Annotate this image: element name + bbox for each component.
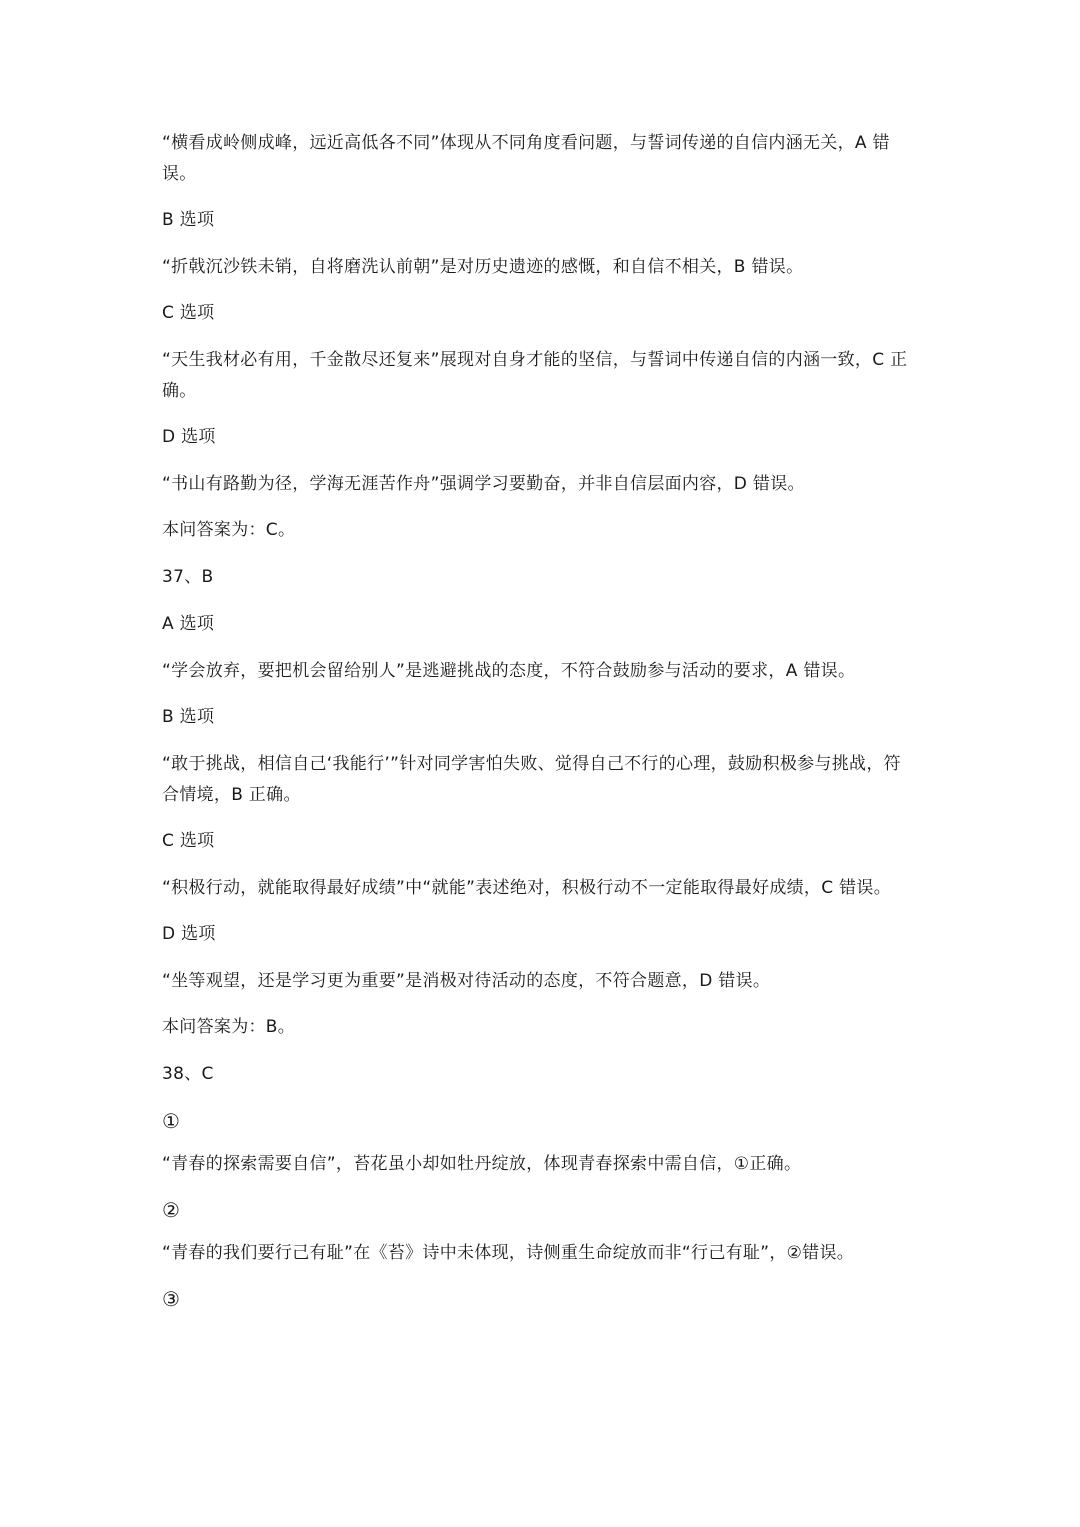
paragraph-answer-37-option-d-analysis: “坐等观望，还是学习更为重要”是消极对待活动的态度，不符合题意，D 错误。: [162, 971, 771, 991]
paragraph-answer-36-option-c-analysis: “天生我材必有用，千金散尽还复来”展现对自身才能的坚信，与誓词中传递自信的内涵一致，C 正确。: [162, 350, 908, 401]
document-page: [162, 128, 918, 1327]
paragraph-answer-37-option-b-analysis: “敢于挑战，相信自己‘我能行’”针对同学害怕失败、觉得自己不行的心理，鼓励积极参与挑战，符合情境，B 正确。: [162, 754, 901, 805]
item-marker-3: ③: [162, 1287, 181, 1311]
paragraph-answer-37-option-a-analysis: “学会放弃，要把机会留给别人”是逃避挑战的态度，不符合鼓励参与活动的要求，A 错误。: [162, 661, 856, 681]
paragraph-answer-36-option-a-analysis: “横看成岭侧成峰，远近高低各不同”体现从不同角度看问题，与誓词传递的自信内涵无关，A 错误。: [162, 133, 890, 184]
question-number-37: 37、B: [162, 567, 214, 587]
option-label-b: B 选项: [162, 210, 215, 230]
item-marker-1: ①: [162, 1109, 181, 1133]
option-label-d: D 选项: [162, 924, 216, 944]
paragraph-answer-36-option-b-analysis: “折戟沉沙铁未销，自将磨洗认前朝”是对历史遗迹的感慨，和自信不相关，B 错误。: [162, 257, 804, 277]
answer-summary-36: 本问答案为：C。: [162, 520, 296, 540]
option-label-b: B 选项: [162, 707, 215, 727]
option-label-c: C 选项: [162, 303, 215, 323]
option-label-d: D 选项: [162, 427, 216, 447]
answer-summary-37: 本问答案为：B。: [162, 1017, 296, 1037]
paragraph-answer-38-item-1-analysis: “青春的探索需要自信”，苔花虽小却如牡丹绽放，体现青春探索中需自信，①正确。: [162, 1154, 802, 1174]
option-label-c: C 选项: [162, 831, 215, 851]
item-marker-2: ②: [162, 1198, 181, 1222]
option-label-a: A 选项: [162, 614, 215, 634]
question-number-38: 38、C: [162, 1064, 214, 1084]
paragraph-answer-37-option-c-analysis: “积极行动，就能取得最好成绩”中“就能”表述绝对，积极行动不一定能取得最好成绩，C 错误。: [162, 878, 892, 898]
paragraph-answer-36-option-d-analysis: “书山有路勤为径，学海无涯苦作舟”强调学习要勤奋，并非自信层面内容，D 错误。: [162, 474, 805, 494]
paragraph-answer-38-item-2-analysis: “青春的我们要行己有耻”在《苔》诗中未体现，诗侧重生命绽放而非“行己有耻”，②错误。: [162, 1243, 855, 1263]
